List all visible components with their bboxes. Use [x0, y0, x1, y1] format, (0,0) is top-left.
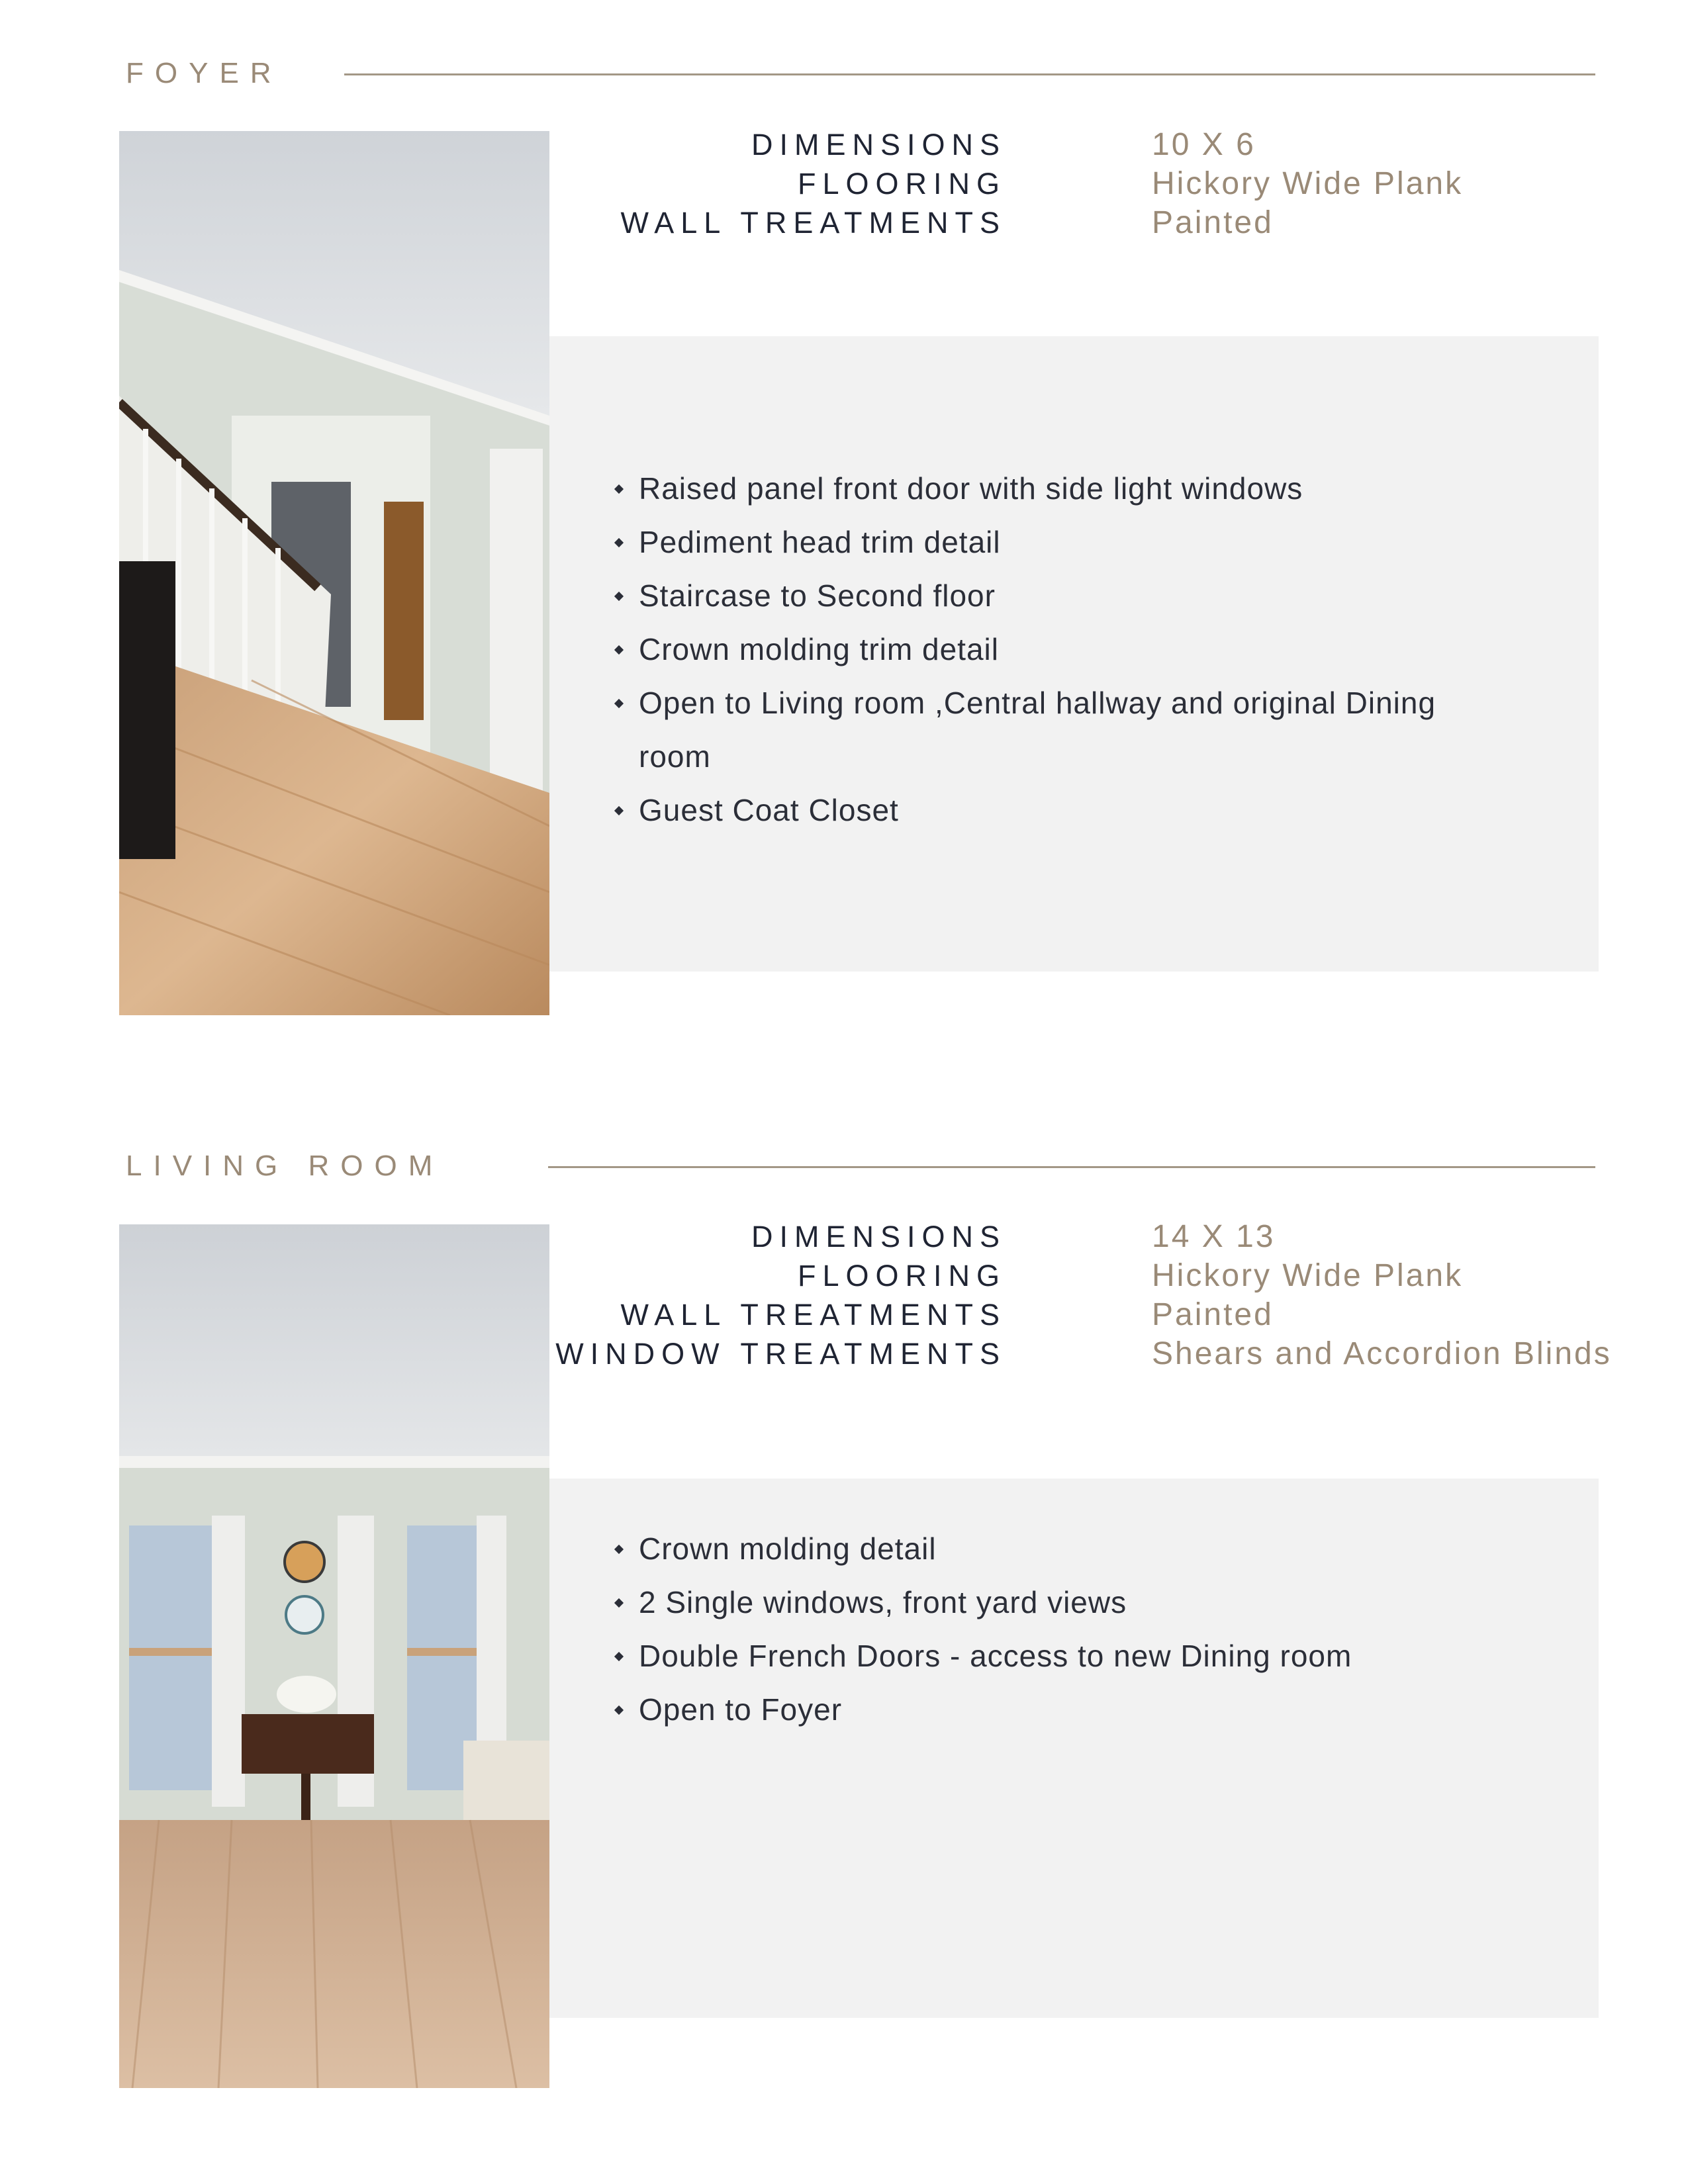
spec-row-window-treatments: [556, 1335, 1681, 1373]
list-item: Crown molding trim detail: [549, 623, 1516, 676]
bullet-icon: [614, 538, 624, 547]
living-room-section: [0, 1092, 1688, 2184]
feature-list: [549, 1522, 1516, 1737]
spec-label: WALL TREATMENTS: [620, 1298, 1006, 1332]
list-item: Guest Coat Closet: [549, 784, 1516, 837]
section-divider: [344, 73, 1595, 75]
spec-value: Shears and Accordion Blinds: [1152, 1336, 1612, 1371]
spec-label: FLOORING: [797, 167, 1006, 201]
spec-value: Hickory Wide Plank: [1152, 166, 1464, 201]
foyer-section: [0, 0, 1688, 1032]
spec-row-wall-treatments: [556, 204, 1681, 242]
foyer-features-panel: [549, 336, 1599, 972]
spec-label: DIMENSIONS: [751, 128, 1006, 161]
list-item: Crown molding detail: [549, 1522, 1516, 1576]
bullet-icon: [614, 806, 624, 815]
spec-row-dimensions: [556, 1218, 1681, 1256]
bullet-icon: [614, 1706, 624, 1715]
section-title: LIVING ROOM: [126, 1150, 444, 1182]
section-divider: [548, 1166, 1595, 1168]
spec-row-dimensions: [556, 126, 1681, 164]
bullet-icon: [614, 645, 624, 655]
list-item: Open to Foyer: [549, 1683, 1516, 1737]
list-item: Staircase to Second floor: [549, 569, 1516, 623]
spec-value: Painted: [1152, 205, 1274, 240]
spec-row-flooring: [556, 165, 1681, 203]
spec-row-wall-treatments: [556, 1296, 1681, 1334]
living-room-features-panel: [549, 1479, 1599, 2018]
foyer-photo: [119, 131, 549, 1015]
section-title: FOYER: [126, 57, 283, 89]
feature-list: [549, 462, 1516, 837]
bullet-icon: [614, 699, 624, 708]
spec-value: 14 X 13: [1152, 1219, 1276, 1254]
bullet-icon: [614, 592, 624, 601]
list-item: Pediment head trim detail: [549, 516, 1516, 569]
bullet-icon: [614, 1598, 624, 1608]
spec-label: WINDOW TREATMENTS: [555, 1337, 1006, 1371]
spec-row-flooring: [556, 1257, 1681, 1295]
bullet-icon: [614, 484, 624, 494]
spec-label: DIMENSIONS: [751, 1220, 1006, 1253]
bullet-icon: [614, 1545, 624, 1554]
list-item: Raised panel front door with side light windows: [549, 462, 1516, 516]
list-item: Double French Doors - access to new Dining room: [549, 1629, 1516, 1683]
spec-value: Hickory Wide Plank: [1152, 1258, 1464, 1293]
list-item: Open to Living room ,Central hallway and original Dining room: [549, 676, 1516, 784]
spec-value: Painted: [1152, 1297, 1274, 1332]
bullet-icon: [614, 1652, 624, 1661]
spec-label: FLOORING: [797, 1259, 1006, 1293]
living-room-photo: [119, 1224, 549, 2088]
list-item: 2 Single windows, front yard views: [549, 1576, 1516, 1629]
spec-label: WALL TREATMENTS: [620, 206, 1006, 240]
spec-value: 10 X 6: [1152, 127, 1256, 162]
